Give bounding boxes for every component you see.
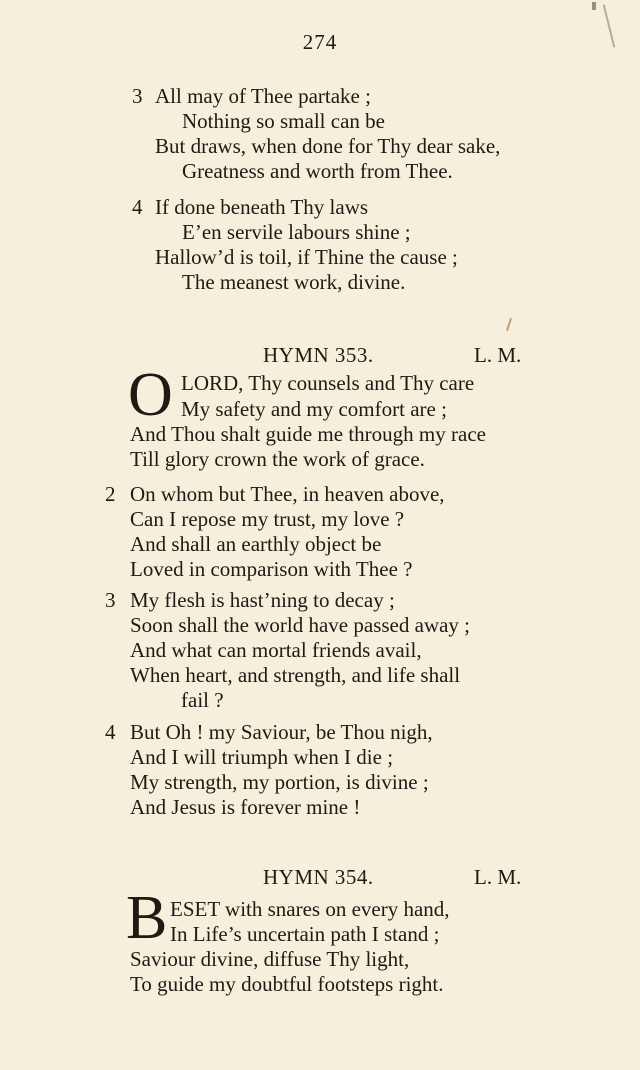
hymn-meter: L. M. [474,343,522,367]
verse-line: Nothing so small can be [182,109,385,133]
verse-line: But Oh ! my Saviour, be Thou nigh, [130,720,433,744]
verse-line: Greatness and worth from Thee. [182,159,453,183]
verse-number: 4 [132,195,143,219]
drop-cap: B [126,884,168,952]
page-number: 274 [302,30,338,54]
verse-line: E’en servile labours shine ; [182,220,411,244]
verse-line: And Thou shalt guide me through my race [130,422,486,446]
verse-line: On whom but Thee, in heaven above, [130,482,445,506]
verse-line: In Life’s uncertain path I stand ; [170,922,440,946]
verse-line: Hallow’d is toil, if Thine the cause ; [155,245,458,269]
verse-line: And Jesus is forever mine ! [130,795,361,819]
verse-line: But draws, when done for Thy dear sake, [155,134,501,158]
verse-number: 4 [105,720,116,744]
verse-line: All may of Thee partake ; [155,84,371,108]
verse-line: My flesh is hast’ning to decay ; [130,588,395,612]
verse-line: To guide my doubtful footsteps right. [130,972,444,996]
drop-cap: O [128,361,173,429]
verse-line: Till glory crown the work of grace. [130,447,425,471]
verse-number: 2 [105,482,116,506]
verse-number: 3 [105,588,116,612]
verse-line: And what can mortal friends avail, [130,638,422,662]
page-edge-mark [592,2,596,10]
verse-line: When heart, and strength, and life shall [130,663,461,687]
verse-line: Can I repose my trust, my love ? [130,507,405,531]
verse-line: Loved in comparison with Thee ? [130,557,413,581]
verse-line: ESET with snares on every hand, [170,897,450,921]
hymn-meter: L. M. [474,865,522,889]
ink-speck [506,318,512,331]
verse-line: fail ? [181,688,224,712]
verse-line: The meanest work, divine. [182,270,406,294]
hymn-title: HYMN 354. [263,865,374,889]
verse-line: And I will triumph when I die ; [130,745,394,769]
verse-line: Soon shall the world have passed away ; [130,613,471,637]
verse-number: 3 [132,84,143,108]
verse-line: LORD, Thy counsels and Thy care [181,371,475,395]
verse-line: Saviour divine, diffuse Thy light, [130,947,410,971]
verse-line: And shall an earthly object be [130,532,382,556]
verse-line: My strength, my portion, is divine ; [130,770,429,794]
verse-line: If done beneath Thy laws [155,195,369,219]
verse-line: My safety and my comfort are ; [181,397,447,421]
hymn-title: HYMN 353. [263,343,374,367]
